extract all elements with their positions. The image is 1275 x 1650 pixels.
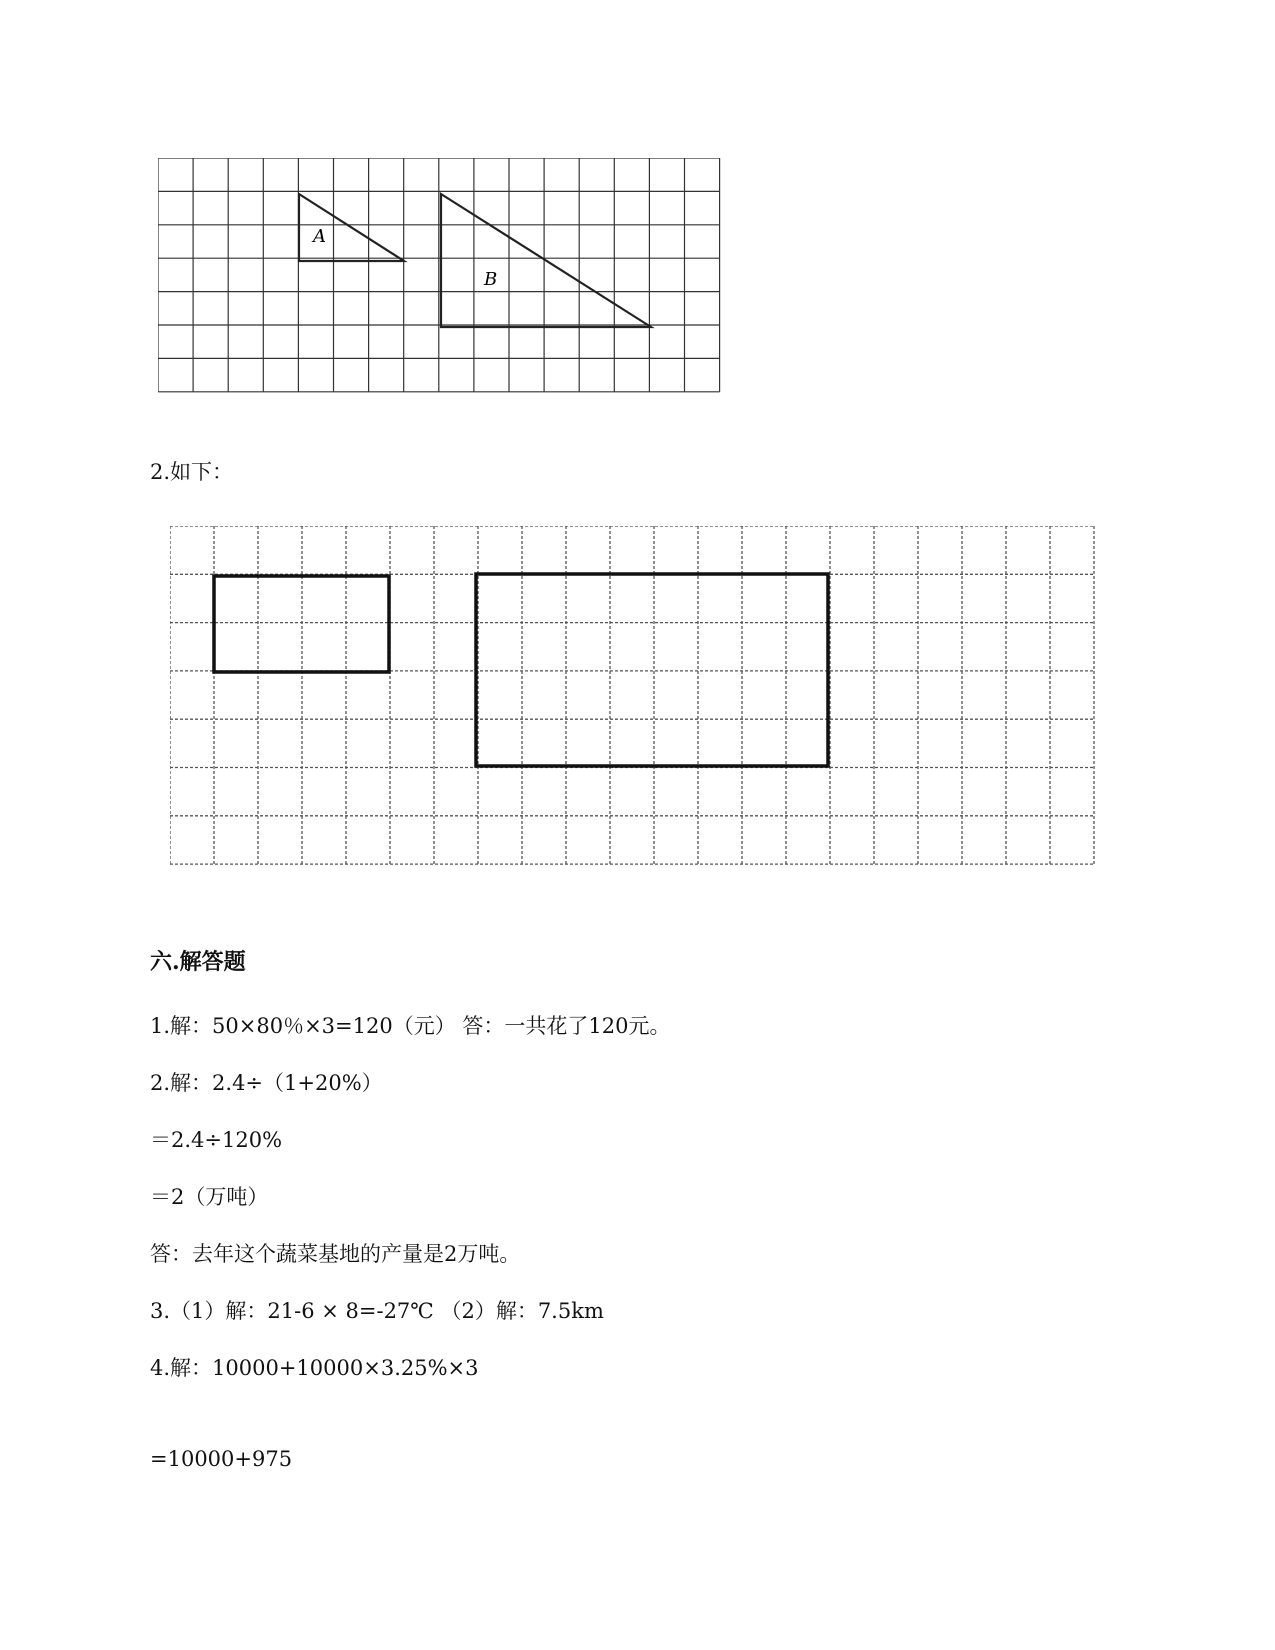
answer-line-4: ＝2（万吨） — [150, 1185, 269, 1209]
answer-line-3: ＝2.4÷120% — [150, 1128, 283, 1152]
triangle-grid — [158, 158, 720, 392]
answer-line-6: 3.（1）解：21-6 × 8=-27℃ （2）解：7.5km — [150, 1299, 604, 1323]
answer-line-8: =10000+975 — [150, 1447, 293, 1471]
answer-line-7: 4.解：10000+10000×3.25%×3 — [150, 1356, 479, 1380]
answer-line-5: 答：去年这个蔬菜基地的产量是2万吨。 — [150, 1242, 521, 1266]
rectangle-grid-figure — [170, 526, 1100, 871]
answer-line-1: 1.解：50×80％×3=120（元） 答：一共花了120元。 — [150, 1014, 671, 1038]
section-2-title: 2.如下： — [150, 460, 234, 484]
answer-line-2: 2.解：2.4÷（1+20%） — [150, 1071, 383, 1095]
triangle-a-label: A — [313, 226, 326, 247]
section-6-heading: 六.解答题 — [150, 949, 246, 975]
large-rectangle — [476, 574, 828, 766]
triangle-b-label: B — [484, 269, 498, 290]
triangle-b — [441, 194, 651, 327]
triangle-grid-figure — [158, 158, 728, 398]
